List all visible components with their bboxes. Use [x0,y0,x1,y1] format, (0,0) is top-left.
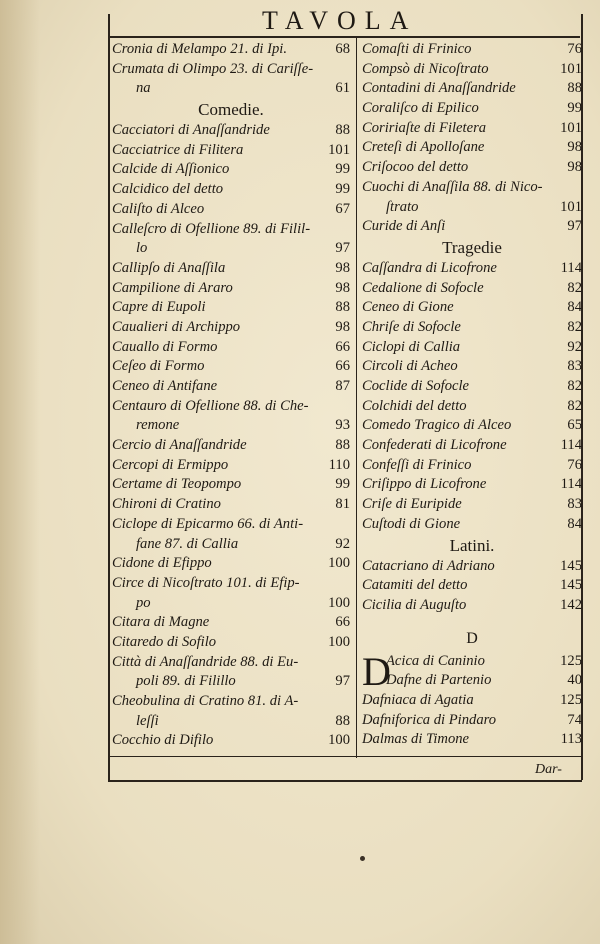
page-number: 88 [567,80,582,97]
page-number: 110 [328,456,350,473]
entry-title: Circoli di Acheo [362,358,458,375]
page-number: 88 [335,299,350,316]
entry-title: Confederati di Licofrone [362,437,507,454]
entry-title: Coririaſte di Filetera [362,119,487,136]
entry-title: Acica di Caninio [386,652,485,669]
index-entry [362,416,582,436]
entry-title: Ciclopi di Callia [362,338,461,355]
entry-title: Chironi di Cratino [112,496,221,513]
page-number: 99 [567,100,582,117]
index-entry [112,436,350,456]
index-entry [362,515,582,535]
index-entry [112,692,350,712]
page-number: 82 [567,318,582,335]
index-entry-continuation [362,198,582,218]
page-number: 76 [567,41,582,57]
index-entry [112,357,350,377]
page-number: 113 [560,731,582,748]
page-number: 84 [567,515,582,532]
entry-title: Citara di Magne [112,614,210,631]
page-number: 76 [567,456,582,473]
entry-title: Coclide di Sofocle [362,378,469,394]
page-number: 98 [335,279,350,296]
section-heading: Latini. [449,535,495,555]
page-number: 88 [335,712,350,729]
section-heading: Tragedie [442,237,502,257]
entry-title: Dafniaca di Agatia [362,691,474,708]
page-gutter-shadow [0,0,40,944]
index-entry [112,731,350,751]
page-number: 87 [335,378,350,394]
index-entry [362,436,582,456]
index-entry [112,397,350,417]
page-number: 66 [335,338,350,355]
entry-title: Ceneo di Antifane [112,378,218,394]
header-rule [108,36,580,38]
page-number: 114 [560,476,582,493]
index-entry [362,318,582,338]
index-entry [112,456,350,476]
page-number: 125 [560,652,582,669]
entry-title: Cuſtodi di Gione [362,515,461,532]
index-entry-continuation [112,79,350,99]
entry-title: Dalmas di Timone [362,731,470,748]
left-frame-rule [108,14,110,780]
page-number: 98 [567,139,582,156]
page-number: 99 [335,476,350,493]
entry-title: Cheobulina di Cratino 81. di A- [112,693,299,709]
entry-title: Criſippo di Licofrone [362,476,487,493]
page-number: 101 [560,60,582,77]
page-number: 145 [560,577,582,594]
entry-title: remone [136,417,180,434]
index-entry [362,158,582,178]
index-entry [362,495,582,515]
entry-title: Criſocoo del detto [362,159,469,176]
entry-title: Capre di Eupoli [112,299,206,316]
entry-title: Criſe di Euripide [362,496,462,513]
entry-title: poli 89. di Filillo [136,673,236,690]
entry-title: Caualieri di Archippo [112,318,241,335]
page-number: 125 [560,691,582,708]
index-entry [362,259,582,279]
entry-title: Coraliſco di Epilico [362,100,479,117]
page-title: TAVOLA [262,6,418,35]
index-entry [112,40,350,60]
letter-heading: D [466,629,478,647]
page-number: 114 [560,437,582,454]
index-entry [362,730,582,750]
page-number: 84 [567,299,582,316]
index-entry-continuation [112,672,350,692]
index-entry [112,653,350,673]
index-entry-continuation [112,535,350,555]
entry-title: Cercio di Anaſſandride [112,437,247,454]
entry-title: Contadini di Anaſſandride [362,80,516,97]
footer-rule-bottom [108,780,582,782]
page-number: 66 [335,358,350,375]
index-entry [112,338,350,358]
entry-title: Cacciatrice di Filitera [112,141,244,158]
index-entry-continuation [112,239,350,259]
entry-title: Caliſto di Alceo [112,200,205,217]
ink-spot [360,856,365,861]
page-number: 92 [567,338,582,355]
entry-title: Chriſe di Sofocle [362,318,461,335]
page-number: 83 [567,358,582,375]
page-number: 98 [567,159,582,176]
index-entry [112,318,350,338]
entry-title: Calcidico del detto [112,181,224,198]
index-entry [112,200,350,220]
index-entry [362,711,582,731]
entry-title: na [136,80,151,97]
page-number: 101 [328,141,350,158]
index-entry [112,475,350,495]
entry-title: Cauallo di Formo [112,338,218,355]
entry-title: Catamiti del detto [362,577,468,594]
page-number: 97 [335,240,350,257]
section-heading: Comedie. [198,100,264,120]
entry-title: Catacriano di Adriano [362,557,495,574]
entry-title: Compsò di Nicoſtrato [362,60,489,77]
entry-title: Confeſſi di Frinico [362,456,472,473]
index-entry [362,377,582,397]
entry-title: Certame di Teopompo [112,476,242,493]
entry-title: Cuochi di Anaſſila 88. di Nico- [362,178,543,195]
page-number: 66 [335,614,350,631]
page-number: 142 [560,596,582,613]
page-number: 101 [560,198,582,215]
index-entry [362,557,582,577]
page-number: 83 [567,496,582,513]
index-entry [362,119,582,139]
page-number: 65 [567,417,582,434]
page-number: 99 [335,161,350,178]
entry-title: Ceneo di Gione [362,299,454,316]
entry-title: Comedo Tragico di Alceo [362,417,512,434]
page-number: 114 [560,259,582,276]
index-entry [362,596,582,616]
index-entry [362,456,582,476]
index-entry [362,40,582,60]
index-entry [112,220,350,240]
index-entry [362,138,582,158]
index-entry [362,576,582,596]
page-number: 98 [335,318,350,335]
page-number: 98 [335,259,350,276]
index-entry [362,178,582,198]
entry-title: Ciclope di Epicarmo 66. di Anti- [112,515,304,532]
index-entry [362,99,582,119]
index-entry [362,298,582,318]
entry-title: Centauro di Ofellione 88. di Che- [112,397,309,414]
index-entry [362,691,582,711]
page-number: 40 [567,672,582,689]
entry-title: Dafne di Partenio [386,672,492,689]
entry-title: Dafniforica di Pindaro [362,711,497,728]
entry-title: Caſſandra di Licofrone [362,259,497,276]
entry-title: Callipſo di Anaſſila [112,259,226,276]
entry-title: Citaredo di Sofilo [112,633,217,650]
entry-title: Creteſi di Apolloſane [362,139,485,156]
page-number: 93 [335,417,350,434]
index-entry [112,121,350,141]
index-entry [362,79,582,99]
page-number: 74 [567,711,582,728]
index-entry [112,377,350,397]
page-number: 100 [328,555,350,572]
page-number: 82 [567,397,582,414]
page-number: 81 [335,496,350,513]
index-entry [362,397,582,417]
column-divider [356,36,357,758]
index-entry-continuation [112,594,350,614]
page-number: 67 [335,200,350,217]
index-entry [112,633,350,653]
index-entry [362,60,582,80]
entry-title: lo [136,240,148,257]
entry-title: ſtrato [386,198,419,215]
page-number: 100 [328,732,350,749]
entry-title: Ceſeo di Formo [112,358,205,375]
page-number: 97 [567,218,582,235]
entry-title: Cocchio di Difilo [112,732,214,749]
entry-title: Crumata di Olimpo 23. di Cariſſe- [112,60,314,77]
page-number: 97 [335,673,350,690]
entry-title: Curide di Anſi [362,218,446,235]
index-entry-continuation [112,416,350,436]
entry-title: Colchidi del detto [362,397,467,414]
index-entry [112,515,350,535]
page-number: 61 [335,80,350,97]
index-entry [112,613,350,633]
page-number: 88 [335,122,350,139]
running-header [112,6,572,36]
left-column [112,40,350,751]
entry-title: Calleſcro di Ofellione 89. di Filil- [112,220,311,237]
entry-title: Cacciatori di Anaſſandride [112,122,270,139]
right-column [362,40,582,750]
index-entry [112,60,350,80]
entry-title: leſſi [136,712,159,729]
index-entry [112,160,350,180]
index-entry [112,259,350,279]
page-number: 99 [335,181,350,198]
entry-title: Cercopi di Ermippo [112,456,229,473]
entry-title: fane 87. di Callia [136,535,239,552]
entry-title: Comaſti di Frinico [362,41,472,57]
page-number: 82 [567,378,582,394]
index-entry [362,217,582,237]
page-number: 68 [335,41,350,57]
entry-title: Cicilia di Auguſto [362,596,467,613]
entry-title: Cidone di Efippo [112,555,212,572]
footer-rule-top [108,756,582,757]
index-entry [362,357,582,377]
index-entry [112,298,350,318]
index-entry [112,279,350,299]
entry-title: Cedalione di Sofocle [362,279,484,296]
page-number: 82 [567,279,582,296]
page-number: 101 [560,119,582,136]
index-entry [112,554,350,574]
entry-title: po [136,594,151,611]
index-entry [112,180,350,200]
page-number: 88 [335,437,350,454]
page-number: 100 [328,633,350,650]
index-entry [112,574,350,594]
drop-cap: D [362,648,391,694]
index-entry [112,141,350,161]
entry-title: Calcide di Aſſionico [112,161,230,178]
index-entry [112,495,350,515]
catchword: Dar- [535,762,562,777]
entry-title: Campilione di Araro [112,279,233,296]
index-entry-continuation [112,712,350,732]
index-entry-continuation [362,671,582,691]
entry-title: Città di Anaſſandride 88. di Eu- [112,653,299,670]
entry-title: Circe di Nicoſtrato 101. di Efip- [112,574,300,591]
entry-title: Cronia di Melampo 21. di Ipi. [112,41,287,57]
page-number: 92 [335,535,350,552]
page-number: 145 [560,557,582,574]
index-entry [362,475,582,495]
page-number: 100 [328,594,350,611]
index-entry [362,338,582,358]
index-entry [362,279,582,299]
